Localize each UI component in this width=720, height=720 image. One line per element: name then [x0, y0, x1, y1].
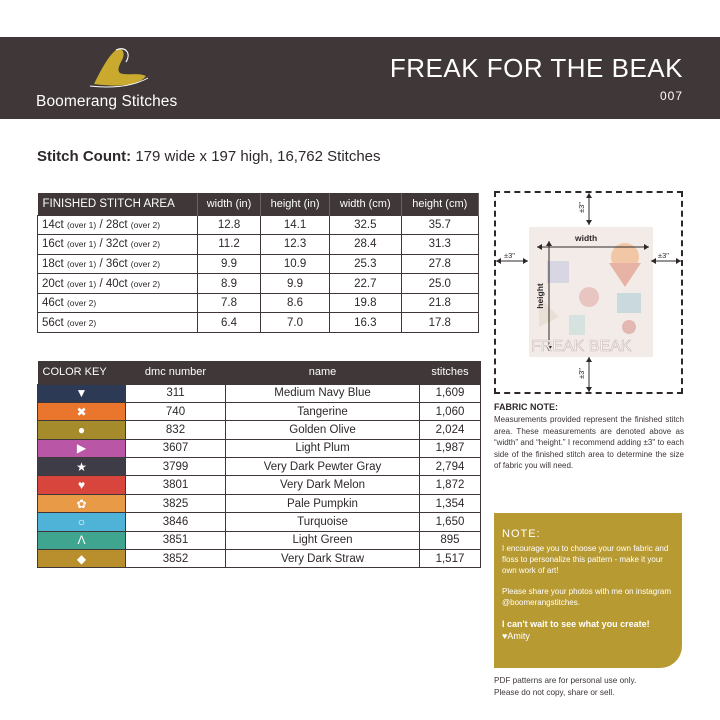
width-in-cell: 9.9 [198, 254, 261, 274]
dmc-number-cell: 3607 [126, 439, 226, 457]
stitches-cell: 1,650 [419, 513, 480, 531]
height-in-cell: 9.9 [261, 274, 330, 294]
note-paragraph-2: Please share your photos with me on instagram @boomerangstitches. [502, 587, 671, 607]
color-header-key: COLOR KEY [38, 361, 126, 384]
color-name-cell: Light Green [226, 531, 420, 549]
triangle-right-icon: ▶ [76, 441, 87, 456]
fabric-count-sub: (over 1) [66, 278, 97, 289]
height-in-cell: 7.0 [261, 313, 330, 333]
color-swatch [38, 476, 126, 494]
height-in-cell: 14.1 [261, 215, 330, 235]
color-name-cell: Tangerine [226, 402, 420, 420]
color-swatch [38, 531, 126, 549]
fabric-diagram [494, 191, 683, 394]
margin-left-label: ±3" [504, 251, 515, 260]
color-table-row [38, 421, 481, 439]
fabric-count-cell [38, 274, 198, 294]
fabric-count: 56ct [42, 316, 64, 329]
color-name-cell: Very Dark Pewter Gray [226, 458, 420, 476]
height-cm-cell: 21.8 [401, 293, 478, 313]
fabric-count-alt: 36ct [105, 257, 128, 270]
stitches-cell: 1,609 [419, 384, 480, 402]
color-table-row [38, 513, 481, 531]
fabric-count-separator: / [96, 257, 106, 270]
finished-stitch-area-table [37, 193, 479, 333]
flower-icon: ✿ [76, 496, 87, 511]
fabric-count-alt: 32ct [105, 238, 128, 251]
boomerang-icon [86, 46, 150, 90]
fabric-note-text: Measurements provided represent the finished stitch area. These measurements are denoted above as “width” and “height.” I recommend adding ±3" to each side of the finished stitch area to determine the size of fabric you will need. [494, 415, 684, 470]
width-in-cell: 7.8 [198, 293, 261, 313]
dmc-number-cell: 311 [126, 384, 226, 402]
fabric-count-sub: (over 2) [66, 298, 97, 309]
star-icon: ★ [76, 459, 87, 474]
color-header-stitches: stitches [419, 361, 480, 384]
color-swatch [38, 494, 126, 512]
height-in-cell: 12.3 [261, 235, 330, 255]
pdf-note-line-2: Please do not copy, share or sell. [494, 687, 615, 697]
stitches-cell: 1,354 [419, 494, 480, 512]
height-cm-cell: 31.3 [401, 235, 478, 255]
note-box [494, 513, 682, 668]
width-cm-cell: 16.3 [330, 313, 402, 333]
dmc-number-cell: 3801 [126, 476, 226, 494]
fabric-count-sub: (over 2) [66, 317, 97, 328]
color-table-row [38, 458, 481, 476]
height-cm-cell: 17.8 [401, 313, 478, 333]
width-label: width [575, 233, 598, 243]
mushroom-icon: ▼ [75, 386, 88, 401]
color-name-cell: Very Dark Straw [226, 550, 420, 568]
stitches-cell: 1,060 [419, 402, 480, 420]
fabric-count-alt-sub: (over 2) [130, 258, 161, 269]
width-in-cell: 11.2 [198, 235, 261, 255]
fabric-count: 18ct [42, 257, 64, 270]
height-label: height [534, 283, 545, 309]
width-in-cell: 8.9 [198, 274, 261, 294]
area-table-row [38, 293, 479, 313]
color-swatch [38, 384, 126, 402]
fabric-count-sub: (over 1) [66, 239, 97, 250]
area-table-row [38, 274, 479, 294]
margin-right-label: ±3" [658, 251, 669, 260]
color-name-cell: Pale Pumpkin [226, 494, 420, 512]
width-in-cell: 12.8 [198, 215, 261, 235]
stitches-cell: 895 [419, 531, 480, 549]
fabric-note-heading: FABRIC NOTE: [494, 402, 558, 412]
area-table-row [38, 254, 479, 274]
fabric-count-cell [38, 293, 198, 313]
note-paragraph-1: I encourage you to choose your own fabric and floss to personalize this pattern - make it your own work of art! [502, 544, 669, 575]
color-key-table [37, 361, 481, 568]
width-cm-cell: 32.5 [330, 215, 402, 235]
fabric-count: 16ct [42, 238, 64, 251]
ring-icon: ○ [77, 514, 86, 529]
heart-icon: ♥ [77, 478, 86, 493]
stitches-cell: 2,024 [419, 421, 480, 439]
fabric-count: 14ct [42, 218, 64, 231]
color-name-cell: Light Plum [226, 439, 420, 457]
margin-bottom-label: ±3" [576, 368, 586, 379]
fabric-count-sub: (over 1) [66, 219, 97, 230]
dmc-number-cell: 3825 [126, 494, 226, 512]
circle-icon: ● [77, 422, 86, 437]
color-swatch [38, 421, 126, 439]
color-table-row [38, 439, 481, 457]
color-name-cell: Turquoise [226, 513, 420, 531]
area-table-row [38, 235, 479, 255]
dmc-number-cell: 3852 [126, 550, 226, 568]
height-cm-cell: 35.7 [401, 215, 478, 235]
brand-name: Boomerang Stitches [36, 93, 178, 110]
color-table-row [38, 550, 481, 568]
fabric-count-sub: (over 1) [66, 258, 97, 269]
color-table-row [38, 476, 481, 494]
diamond-icon: ◆ [76, 551, 87, 566]
area-header-height-in: height (in) [261, 193, 330, 215]
note-heading: NOTE: [502, 528, 541, 540]
dmc-number-cell: 3846 [126, 513, 226, 531]
width-cm-cell: 25.3 [330, 254, 402, 274]
pdf-usage-note [494, 675, 636, 698]
color-swatch [38, 439, 126, 457]
pattern-number: 007 [659, 89, 683, 103]
pdf-note-line-1: PDF patterns are for personal use only. [494, 676, 637, 685]
fabric-count-cell [38, 235, 198, 255]
color-header-name: name [226, 361, 420, 384]
art-text: FREAK BEAK [531, 338, 632, 355]
stitch-count-label: Stitch Count: [37, 148, 132, 165]
color-table-row [38, 531, 481, 549]
margin-arrows [494, 191, 683, 394]
color-swatch [38, 402, 126, 420]
color-table-row [38, 494, 481, 512]
color-table-header [38, 361, 481, 384]
width-cm-cell: 28.4 [330, 235, 402, 255]
fabric-count-alt: 40ct [105, 277, 128, 290]
dmc-number-cell: 832 [126, 421, 226, 439]
chevron-up-icon: Λ [77, 533, 86, 548]
width-cm-cell: 22.7 [330, 274, 402, 294]
stitches-cell: 1,517 [419, 550, 480, 568]
header-bar [0, 37, 720, 119]
fabric-count: 46ct [42, 297, 64, 310]
stitch-count [37, 148, 381, 165]
color-table-row [38, 384, 481, 402]
margin-top-label: ±3" [576, 202, 586, 213]
area-table-row [38, 313, 479, 333]
fabric-count-alt-sub: (over 2) [130, 239, 161, 250]
height-in-cell: 8.6 [261, 293, 330, 313]
fabric-count-separator: / [96, 238, 106, 251]
dmc-number-cell: 740 [126, 402, 226, 420]
note-closing: I can't wait to see what you create! [502, 619, 650, 629]
fabric-count-alt-sub: (over 2) [130, 278, 161, 289]
stitch-count-value: 179 wide x 197 high, 16,762 Stitches [135, 148, 381, 165]
color-header-dmc: dmc number [126, 361, 226, 384]
height-cm-cell: 25.0 [401, 274, 478, 294]
pattern-title: FREAK FOR THE BEAK [389, 53, 683, 83]
x-icon: ✖ [76, 404, 87, 419]
fabric-count-separator: / [96, 277, 106, 290]
color-name-cell: Golden Olive [226, 421, 420, 439]
width-cm-cell: 19.8 [330, 293, 402, 313]
area-table-header [38, 193, 479, 215]
color-swatch [38, 458, 126, 476]
fabric-count-cell [38, 215, 198, 235]
stitches-cell: 1,872 [419, 476, 480, 494]
stitches-cell: 1,987 [419, 439, 480, 457]
area-header-label: FINISHED STITCH AREA [38, 193, 198, 215]
fabric-count-separator: / [96, 218, 106, 231]
width-in-cell: 6.4 [198, 313, 261, 333]
area-header-width-cm: width (cm) [330, 193, 402, 215]
stitches-cell: 2,794 [419, 458, 480, 476]
height-in-cell: 10.9 [261, 254, 330, 274]
color-table-row [38, 402, 481, 420]
fabric-count-alt: 28ct [105, 218, 128, 231]
color-swatch [38, 513, 126, 531]
color-swatch [38, 550, 126, 568]
color-name-cell: Medium Navy Blue [226, 384, 420, 402]
fabric-count-cell [38, 254, 198, 274]
dmc-number-cell: 3799 [126, 458, 226, 476]
dmc-number-cell: 3851 [126, 531, 226, 549]
color-name-cell: Very Dark Melon [226, 476, 420, 494]
fabric-count-alt-sub: (over 2) [130, 219, 161, 230]
fabric-count-cell [38, 313, 198, 333]
note-signature: ♥Amity [502, 631, 530, 641]
area-table-row [38, 215, 479, 235]
area-header-height-cm: height (cm) [401, 193, 478, 215]
fabric-count: 20ct [42, 277, 64, 290]
height-cm-cell: 27.8 [401, 254, 478, 274]
area-header-width-in: width (in) [198, 193, 261, 215]
